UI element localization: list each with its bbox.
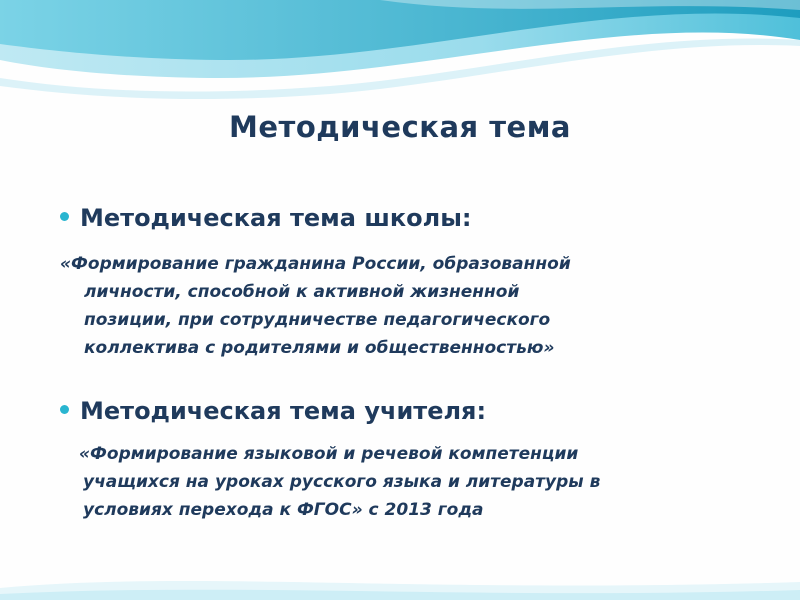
header-wave-decoration bbox=[0, 0, 800, 110]
teacher-quote-line: «Формирование языковой и речевой компетенции bbox=[79, 444, 579, 464]
section-heading-teacher-text: Методическая тема учителя: bbox=[80, 397, 487, 425]
teacher-quote-line: учащихся на уроках русского языка и литературы в bbox=[83, 472, 601, 492]
school-quote-line: позиции, при сотрудничестве педагогического bbox=[84, 310, 551, 330]
bullet-dot-icon bbox=[60, 405, 69, 414]
section-heading-school-text: Методическая тема школы: bbox=[80, 204, 472, 232]
section-heading-school bbox=[60, 204, 472, 232]
footer-wave-decoration bbox=[0, 560, 800, 600]
section-heading-teacher bbox=[60, 397, 486, 425]
school-quote-line: «Формирование гражданина России, образованной bbox=[60, 254, 571, 274]
teacher-theme-quote bbox=[79, 440, 600, 524]
slide-title: Методическая тема bbox=[229, 110, 571, 144]
school-quote-line: личности, способной к активной жизненной bbox=[84, 282, 520, 302]
school-quote-line: коллектива с родителями и общественностью» bbox=[84, 338, 555, 358]
school-theme-quote bbox=[60, 250, 571, 362]
teacher-quote-line: условиях перехода к ФГОС» с 2013 года bbox=[83, 500, 484, 520]
bullet-dot-icon bbox=[60, 212, 69, 221]
